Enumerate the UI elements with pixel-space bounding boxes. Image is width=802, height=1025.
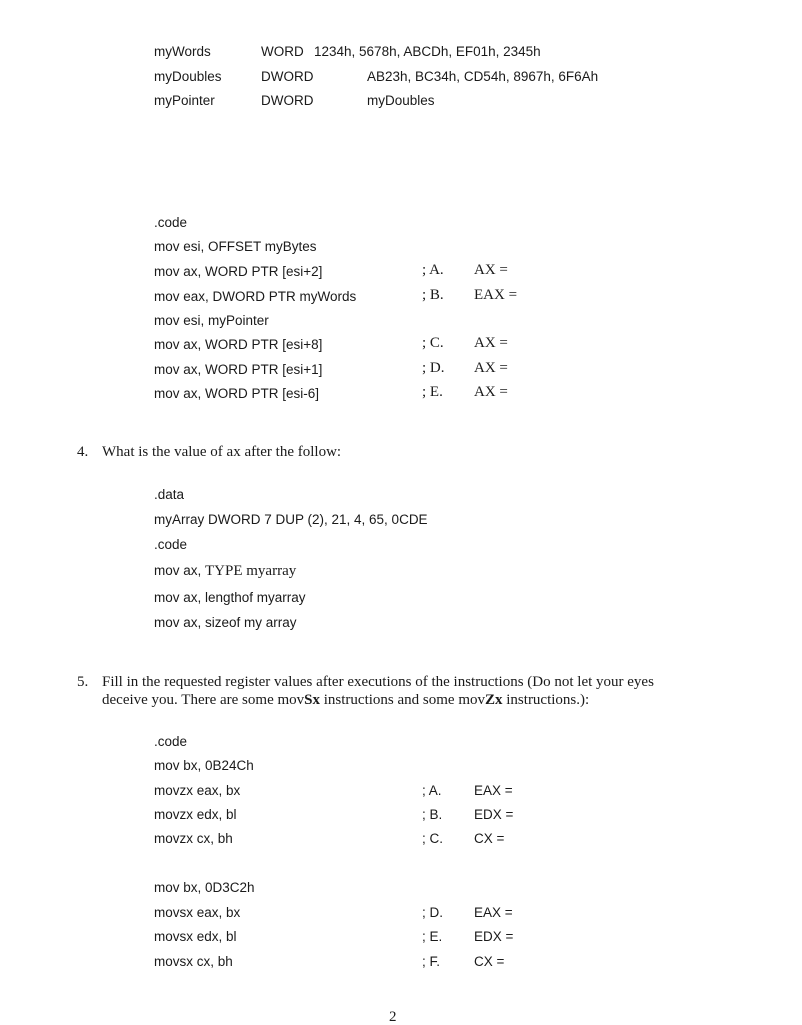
var-type: WORD: [261, 44, 304, 59]
answer-label: ; B.: [422, 807, 443, 822]
answer-label: ; F.: [422, 954, 441, 969]
code-line: mov ax, WORD PTR [esi-6]: [154, 386, 320, 401]
register-blank: EDX =: [474, 807, 514, 822]
code-line: .code: [154, 734, 188, 749]
code-line: movzx eax, bx: [154, 783, 241, 798]
code-line: mov ax, WORD PTR [esi+2]: [154, 264, 323, 279]
code-line: myArray DWORD 7 DUP (2), 21, 4, 65, 0CDE: [154, 512, 428, 527]
code-line: movsx cx, bh: [154, 954, 233, 969]
answer-label: ; B.: [422, 287, 444, 303]
answer-label: ; D.: [422, 360, 445, 376]
var-type: DWORD: [261, 93, 314, 108]
var-name: myWords: [154, 44, 211, 59]
code-line: .data: [154, 487, 185, 502]
var-name: myDoubles: [154, 69, 222, 84]
code-line: mov eax, DWORD PTR myWords: [154, 289, 357, 304]
code-line: movsx eax, bx: [154, 905, 241, 920]
register-blank: EAX =: [474, 287, 518, 303]
register-blank: CX =: [474, 831, 505, 846]
code-line: mov ax, WORD PTR [esi+8]: [154, 337, 323, 352]
code-line: mov ax, lengthof myarray: [154, 590, 306, 605]
answer-label: ; E.: [422, 929, 443, 944]
register-blank: CX =: [474, 954, 505, 969]
answer-label: ; D.: [422, 905, 444, 920]
code-line: .code: [154, 537, 188, 552]
register-blank: AX =: [474, 360, 508, 376]
question-text: What is the value of ax after the follow:: [102, 444, 342, 460]
code-line: mov ax, WORD PTR [esi+1]: [154, 362, 323, 377]
code-line: mov bx, 0B24Ch: [154, 758, 254, 773]
register-blank: EDX =: [474, 929, 514, 944]
question-number: 5.: [77, 674, 89, 690]
answer-label: ; A.: [422, 783, 442, 798]
register-blank: EAX =: [474, 905, 513, 920]
question-text-line1: Fill in the requested register values after executions of the instructions (Do not let your eyes: [102, 674, 654, 690]
code-line: mov esi, OFFSET myBytes: [154, 239, 317, 254]
code-line: mov ax, TYPE myarray: [154, 563, 297, 579]
question-text-line2: deceive you. There are some movSx instructions and some movZx instructions.):: [102, 692, 590, 708]
page-number: 2: [389, 1009, 397, 1025]
var-value: 1234h, 5678h, ABCDh, EF01h, 2345h: [314, 44, 541, 59]
code-line: mov bx, 0D3C2h: [154, 880, 255, 895]
register-blank: AX =: [474, 335, 508, 351]
code-label: .code: [154, 215, 188, 230]
code-line: movzx edx, bl: [154, 807, 237, 822]
var-value: myDoubles: [367, 93, 435, 108]
var-type: DWORD: [261, 69, 314, 84]
answer-label: ; C.: [422, 831, 444, 846]
code-line: movsx edx, bl: [154, 929, 237, 944]
answer-label: ; E.: [422, 384, 443, 400]
register-blank: EAX =: [474, 783, 513, 798]
code-line: mov esi, myPointer: [154, 313, 269, 328]
answer-label: ; A.: [422, 262, 444, 278]
question-number: 4.: [77, 444, 89, 460]
code-line: movzx cx, bh: [154, 831, 233, 846]
answer-label: ; C.: [422, 335, 444, 351]
var-name: myPointer: [154, 93, 215, 108]
register-blank: AX =: [474, 262, 508, 278]
code-line: mov ax, sizeof my array: [154, 615, 297, 630]
register-blank: AX =: [474, 384, 508, 400]
var-value: AB23h, BC34h, CD54h, 8967h, 6F6Ah: [367, 69, 599, 84]
